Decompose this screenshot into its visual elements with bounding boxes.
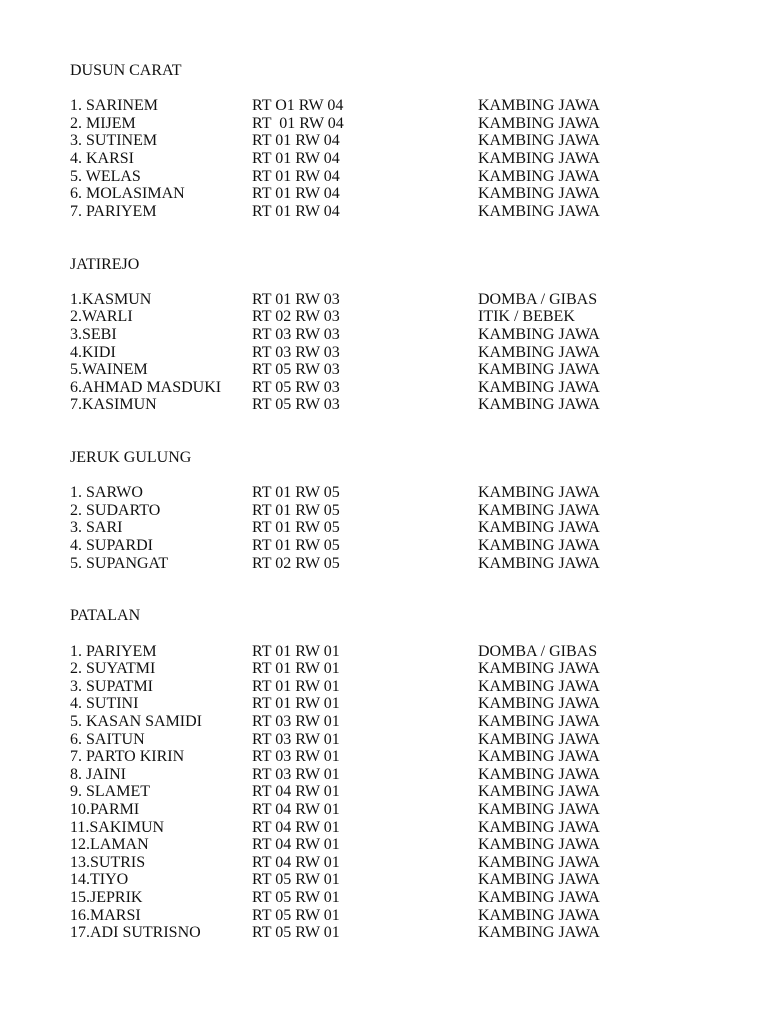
livestock-cell: ITIK / BEBEK xyxy=(478,308,575,326)
livestock-cell: KAMBING JAWA xyxy=(478,537,600,555)
list-item xyxy=(70,713,750,731)
name-cell: 2.WARLI xyxy=(70,308,133,326)
livestock-cell: KAMBING JAWA xyxy=(478,97,600,115)
name-cell: 12.LAMAN xyxy=(70,836,149,854)
list-item xyxy=(70,308,750,326)
livestock-cell: KAMBING JAWA xyxy=(478,818,600,836)
livestock-cell: KAMBING JAWA xyxy=(478,800,600,818)
name-cell: 1. SARWO xyxy=(70,484,143,502)
address-cell: RT 01 RW 01 xyxy=(252,642,340,660)
list-item xyxy=(70,555,750,573)
livestock-cell: KAMBING JAWA xyxy=(478,519,600,537)
address-cell: RT 01 RW 04 xyxy=(252,167,340,185)
name-cell: 4.KIDI xyxy=(70,343,116,361)
list-item xyxy=(70,97,750,115)
livestock-cell: KAMBING JAWA xyxy=(478,853,600,871)
name-cell: 7. PARIYEM xyxy=(70,202,157,220)
address-cell: RT 05 RW 03 xyxy=(252,396,340,414)
livestock-cell: KAMBING JAWA xyxy=(478,836,600,854)
livestock-cell: KAMBING JAWA xyxy=(478,906,600,924)
name-cell: 2. MIJEM xyxy=(70,114,136,132)
name-cell: 6. MOLASIMAN xyxy=(70,185,185,203)
name-cell: 5.WAINEM xyxy=(70,361,148,379)
livestock-cell: KAMBING JAWA xyxy=(478,484,600,502)
name-cell: 11.SAKIMUN xyxy=(70,818,165,836)
name-cell: 16.MARSI xyxy=(70,906,141,924)
livestock-cell: KAMBING JAWA xyxy=(478,149,600,167)
name-cell: 9. SLAMET xyxy=(70,783,150,801)
list-item xyxy=(70,502,750,520)
section-jatirejo xyxy=(70,256,750,414)
livestock-cell: KAMBING JAWA xyxy=(478,114,600,132)
livestock-cell: KAMBING JAWA xyxy=(478,325,600,343)
list-item xyxy=(70,731,750,749)
name-cell: 14.TIYO xyxy=(70,871,129,889)
address-cell: RT 04 RW 01 xyxy=(252,783,340,801)
address-cell: RT 05 RW 01 xyxy=(252,888,340,906)
livestock-cell: KAMBING JAWA xyxy=(478,167,600,185)
address-cell: RT 04 RW 01 xyxy=(252,836,340,854)
livestock-cell: DOMBA / GIBAS xyxy=(478,642,598,660)
address-cell: RT 01 RW 04 xyxy=(252,114,344,132)
section-patalan xyxy=(70,607,750,941)
address-cell: RT 03 RW 01 xyxy=(252,748,340,766)
section-title: JERUK GULUNG xyxy=(70,449,192,467)
livestock-cell: KAMBING JAWA xyxy=(478,712,600,730)
address-cell: RT 01 RW 01 xyxy=(252,695,340,713)
name-cell: 4. SUPARDI xyxy=(70,537,153,555)
livestock-cell: KAMBING JAWA xyxy=(478,748,600,766)
name-cell: 3. SARI xyxy=(70,519,123,537)
list-item xyxy=(70,519,750,537)
document-page xyxy=(70,62,750,942)
livestock-cell: KAMBING JAWA xyxy=(478,185,600,203)
list-item xyxy=(70,889,750,907)
address-cell: RT 01 RW 05 xyxy=(252,501,340,519)
name-cell: 8. JAINI xyxy=(70,765,126,783)
name-cell: 3.SEBI xyxy=(70,325,117,343)
livestock-cell: KAMBING JAWA xyxy=(478,924,600,942)
name-cell: 17.ADI SUTRISNO xyxy=(70,924,201,942)
list-item xyxy=(70,871,750,889)
name-cell: 1. PARIYEM xyxy=(70,642,157,660)
address-cell: RT 01 RW 04 xyxy=(252,185,340,203)
list-item xyxy=(70,326,750,344)
address-cell: RT 04 RW 01 xyxy=(252,800,340,818)
livestock-cell: KAMBING JAWA xyxy=(478,677,600,695)
list-item xyxy=(70,660,750,678)
list-item xyxy=(70,854,750,872)
address-cell: RT 03 RW 01 xyxy=(252,712,340,730)
list-item xyxy=(70,695,750,713)
list-item xyxy=(70,132,750,150)
address-cell: RT 01 RW 04 xyxy=(252,202,340,220)
address-cell: RT 01 RW 03 xyxy=(252,290,340,308)
list-item xyxy=(70,150,750,168)
livestock-cell: KAMBING JAWA xyxy=(478,132,600,150)
address-cell: RT 01 RW 05 xyxy=(252,519,340,537)
address-cell: RT 01 RW 01 xyxy=(252,660,340,678)
name-cell: 4. SUTINI xyxy=(70,695,139,713)
address-cell: RT 05 RW 03 xyxy=(252,361,340,379)
livestock-cell: KAMBING JAWA xyxy=(478,343,600,361)
livestock-cell: DOMBA / GIBAS xyxy=(478,290,598,308)
name-cell: 7.KASIMUN xyxy=(70,396,157,414)
name-cell: 10.PARMI xyxy=(70,800,140,818)
list-item xyxy=(70,361,750,379)
list-item xyxy=(70,115,750,133)
list-item xyxy=(70,203,750,221)
list-item xyxy=(70,783,750,801)
list-item xyxy=(70,291,750,309)
livestock-cell: KAMBING JAWA xyxy=(478,730,600,748)
address-cell: RT 01 RW 01 xyxy=(252,677,340,695)
list-item xyxy=(70,907,750,925)
list-item xyxy=(70,748,750,766)
livestock-cell: KAMBING JAWA xyxy=(478,378,600,396)
list-item xyxy=(70,766,750,784)
list-item xyxy=(70,168,750,186)
livestock-cell: KAMBING JAWA xyxy=(478,554,600,572)
name-cell: 3. SUTINEM xyxy=(70,132,158,150)
list-item xyxy=(70,396,750,414)
list-item xyxy=(70,678,750,696)
address-cell: RT 03 RW 01 xyxy=(252,730,340,748)
address-cell: RT 05 RW 01 xyxy=(252,906,340,924)
address-cell: RT 04 RW 01 xyxy=(252,818,340,836)
address-cell: RT 01 RW 04 xyxy=(252,149,340,167)
address-cell: RT 01 RW 05 xyxy=(252,484,340,502)
livestock-cell: KAMBING JAWA xyxy=(478,501,600,519)
name-cell: 4. KARSI xyxy=(70,149,135,167)
address-cell: RT 05 RW 03 xyxy=(252,378,340,396)
address-cell: RT 03 RW 03 xyxy=(252,325,340,343)
livestock-cell: KAMBING JAWA xyxy=(478,202,600,220)
list-item xyxy=(70,801,750,819)
address-cell: RT 02 RW 03 xyxy=(252,308,340,326)
livestock-cell: KAMBING JAWA xyxy=(478,660,600,678)
name-cell: 2. SUYATMI xyxy=(70,660,156,678)
livestock-cell: KAMBING JAWA xyxy=(478,871,600,889)
livestock-cell: KAMBING JAWA xyxy=(478,888,600,906)
name-cell: 5. WELAS xyxy=(70,167,141,185)
address-cell: RT 05 RW 01 xyxy=(252,871,340,889)
list-item xyxy=(70,185,750,203)
list-item xyxy=(70,379,750,397)
address-cell: RT 03 RW 01 xyxy=(252,765,340,783)
name-cell: 5. KASAN SAMIDI xyxy=(70,712,203,730)
list-item xyxy=(70,836,750,854)
name-cell: 6.AHMAD MASDUKI xyxy=(70,378,222,396)
name-cell: 5. SUPANGAT xyxy=(70,554,169,572)
address-cell: RT O1 RW 04 xyxy=(252,97,344,115)
name-cell: 6. SAITUN xyxy=(70,730,145,748)
section-title: JATIREJO xyxy=(70,255,140,273)
section-dusun-carat xyxy=(70,62,750,220)
address-cell: RT 05 RW 01 xyxy=(252,924,340,942)
name-cell: 13.SUTRIS xyxy=(70,853,146,871)
livestock-cell: KAMBING JAWA xyxy=(478,695,600,713)
address-cell: RT 03 RW 03 xyxy=(252,343,340,361)
section-jeruk-gulung xyxy=(70,449,750,572)
name-cell: 7. PARTO KIRIN xyxy=(70,748,185,766)
list-item xyxy=(70,537,750,555)
name-cell: 15.JEPRIK xyxy=(70,888,143,906)
list-item xyxy=(70,643,750,661)
livestock-cell: KAMBING JAWA xyxy=(478,783,600,801)
name-cell: 1.KASMUN xyxy=(70,290,152,308)
list-item xyxy=(70,819,750,837)
list-item xyxy=(70,924,750,942)
name-cell: 1. SARINEM xyxy=(70,97,159,115)
livestock-cell: KAMBING JAWA xyxy=(478,396,600,414)
address-cell: RT 01 RW 05 xyxy=(252,537,340,555)
address-cell: RT 04 RW 01 xyxy=(252,853,340,871)
livestock-cell: KAMBING JAWA xyxy=(478,765,600,783)
name-cell: 2. SUDARTO xyxy=(70,501,161,519)
address-cell: RT 02 RW 05 xyxy=(252,554,340,572)
address-cell: RT 01 RW 04 xyxy=(252,132,340,150)
list-item xyxy=(70,344,750,362)
list-item xyxy=(70,484,750,502)
section-title: DUSUN CARAT xyxy=(70,62,182,79)
livestock-cell: KAMBING JAWA xyxy=(478,361,600,379)
section-title: PATALAN xyxy=(70,607,141,625)
name-cell: 3. SUPATMI xyxy=(70,677,153,695)
